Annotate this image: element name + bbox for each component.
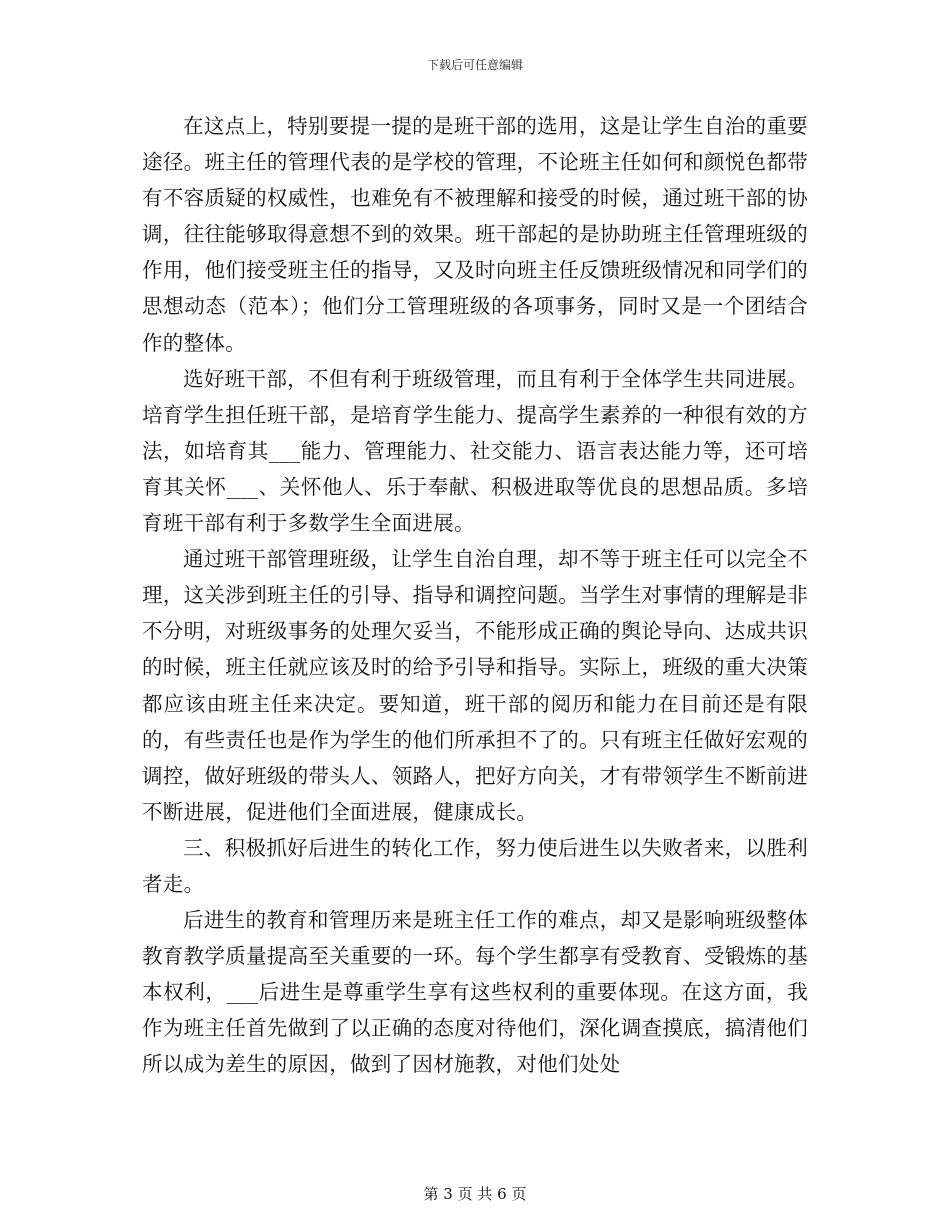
page-footer: 第 3 页 共 6 页 xyxy=(423,1185,527,1203)
paragraph-5: 后进生的教育和管理历来是班主任工作的难点，却又是影响班级整体教育教学质量提高至关重要的一环。每个学生都享有受教育、受锻炼的基本权利，___后进生是尊重学生享有这些权利的重要体现。在这方面，我作为班主任首先做到了以正确的态度对待他们，深化调查摸底，搞清他们所以成为差生的原因，做到了因材施教，对他们处处 xyxy=(142,908,808,1077)
paragraph-2: 选好班干部，不但有利于班级管理，而且有利于全体学生共同进展。培育学生担任班干部，是培育学生能力、提高学生素养的一种很有效的方法，如培育其___能力、管理能力、社交能力、语言表达能力等，还可培育其关怀___、关怀他人、乐于奉献、积极进取等优良的思想品质。多培育班干部有利于多数学生全面进展。 xyxy=(142,366,808,536)
paragraph-3: 通过班干部管理班级，让学生自治自理，却不等于班主任可以完全不理，这关涉到班主任的引导、指导和调控问题。当学生对事情的理解是非不分明，对班级事务的处理欠妥当，不能形成正确的舆论导向、达成共识的时候，班主任就应该及时的给予引导和指导。实际上，班级的重大决策都应该由班主任来决定。要知道，班干部的阅历和能力在目前还是有限的，有些责任也是作为学生的他们所承担不了的。只有班主任做好宏观的调控，做好班级的带头人、领路人，把好方向关，才有带领学生不断前进不断进展，促进他们全面进展，健康成长。 xyxy=(142,547,808,824)
paragraph-4-section-heading: 三、积极抓好后进生的转化工作，努力使后进生以失败者来，以胜利者走。 xyxy=(142,835,808,896)
page-header: 下载后可任意编辑 xyxy=(426,58,523,72)
paragraph-1: 在这点上，特别要提一提的是班干部的选用，这是让学生自治的重要途径。班主任的管理代表的是学校的管理，不论班主任如何和颜悦色都带有不容质疑的权威性，也难免有不被理解和接受的时候，通过班干部的协调，往往能够取得意想不到的效果。班干部起的是协助班主任管理班级的作用，他们接受班主任的指导，又及时向班主任反馈班级情况和同学们的思想动态（范本）；他们分工管理班级的各项事务，同时又是一个团结合作的整体。 xyxy=(142,114,808,355)
body-text xyxy=(142,108,808,1083)
